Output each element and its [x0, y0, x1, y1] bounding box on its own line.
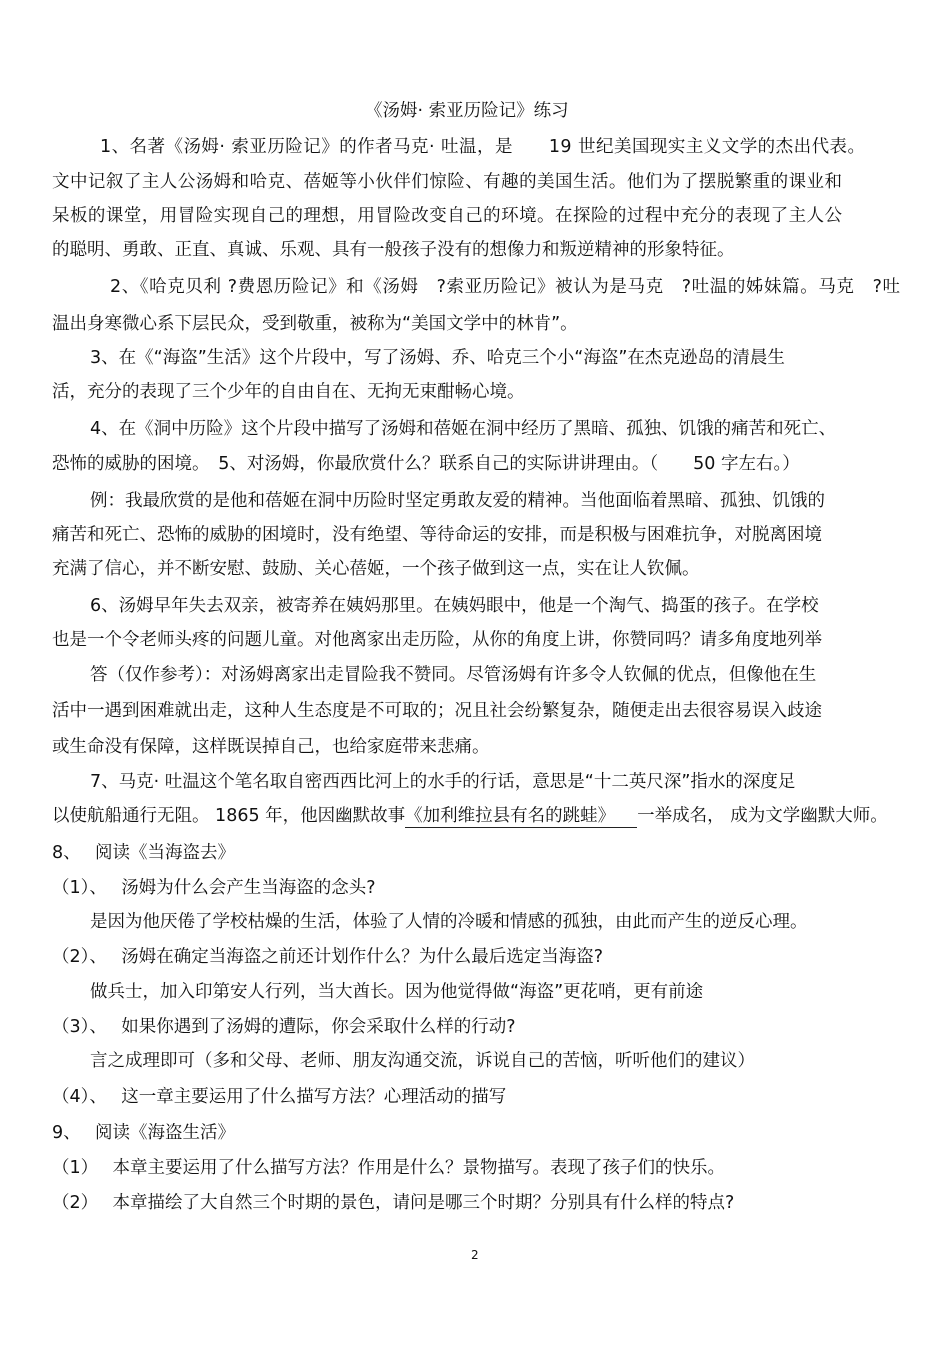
text-line: 2、《哈克贝利 ?费恩历险记》和《汤姆 ?索亚历险记》被认为是马克 ?吐温的姊妹篇。马克 ?吐 — [110, 277, 901, 297]
document-title: 《汤姆· 索亚历险记》练习 — [365, 101, 569, 121]
answer: 做兵士，加入印第安人行列，当大酋长。因为他觉得做“海盗”更花哨，更有前途 — [90, 982, 704, 1002]
text-line: 例：我最欣赏的是他和蓓姬在洞中历险时坚定勇敢友爱的精神。当他面临着黑暗、孤独、饥饿的 — [90, 491, 825, 511]
text-line — [52, 805, 888, 827]
text-line: 呆板的课堂，用冒险实现自己的理想，用冒险改变自己的环境。在探险的过程中充分的表现了主人公 — [52, 206, 843, 226]
question: （1） 本章主要运用了什么描写方法？作用是什么？景物描写。表现了孩子们的快乐。 — [52, 1158, 725, 1178]
answer: 是因为他厌倦了学校枯燥的生活，体验了人情的冷暖和情感的孤独，由此而产生的逆反心理。 — [90, 912, 808, 932]
text-line: 活，充分的表现了三个少年的自由自在、无拘无束酣畅心境。 — [52, 382, 525, 402]
text-line: 3、在《“海盗”生活》这个片段中，写了汤姆、乔、哈克三个小“海盗”在杰克逊岛的清晨生 — [90, 348, 785, 368]
question: （1）、 汤姆为什么会产生当海盗的念头? — [52, 878, 376, 898]
text-segment: 一举成名， 成为文学幽默大师。 — [637, 806, 888, 826]
text-line: 恐怖的威胁的困境。 5、对汤姆，你最欣赏什么？联系自己的实际讲讲理由。（ 50 字左右。） — [52, 454, 800, 474]
text-line: 的聪明、勇敢、正直、真诚、乐观、具有一般孩子没有的想像力和叛逆精神的形象特征。 — [52, 240, 735, 260]
text-line: 4、在《洞中历险》这个片段中描写了汤姆和蓓姬在洞中经历了黑暗、孤独、饥饿的痛苦和死亡、 — [90, 419, 837, 439]
text-line: 痛苦和死亡、恐怖的威胁的困境时，没有绝望、等待命运的安排，而是积极与困难抗争，对脱离困境 — [52, 525, 822, 545]
text-line: 文中记叙了主人公汤姆和哈克、蓓姬等小伙伴们惊险、有趣的美国生活。他们为了摆脱繁重的课业和 — [52, 172, 843, 192]
question: （2）、 汤姆在确定当海盗之前还计划作什么？为什么最后选定当海盗? — [52, 947, 603, 967]
text-line: 6、汤姆早年失去双亲，被寄养在姨妈那里。在姨妈眼中，他是一个淘气、捣蛋的孩子。在学校 — [90, 596, 819, 616]
text-line: 答（仅作参考）：对汤姆离家出走冒险我不赞同。尽管汤姆有许多令人钦佩的优点，但像他在生 — [90, 665, 817, 685]
question: （4）、 这一章主要运用了什么描写方法？心理活动的描写 — [52, 1087, 507, 1107]
question: （2） 本章描绘了大自然三个时期的景色，请问是哪三个时期？分别具有什么样的特点? — [52, 1193, 735, 1213]
text-line: 7、马克· 吐温这个笔名取自密西西比河上的水手的行话，意思是“十二英尺深”指水的深度足 — [90, 772, 796, 792]
text-line: 充满了信心，并不断安慰、鼓励、关心蓓姬，一个孩子做到这一点，实在让人钦佩。 — [52, 559, 700, 579]
question-heading: 9、 阅读《海盗生活》 — [52, 1123, 235, 1143]
text-line: 活中一遇到困难就出走，这种人生态度是不可取的；况且社会纷繁复杂，随便走出去很容易误入歧途 — [52, 701, 822, 721]
text-line: 1、名著《汤姆· 索亚历险记》的作者马克· 吐温，是 19 世纪美国现实主义文学的杰出代表。 — [100, 137, 866, 157]
underlined-title: 《加利维拉县有名的跳蛙》 — [405, 806, 637, 828]
text-line: 或生命没有保障，这样既误掉自己，也给家庭带来悲痛。 — [52, 737, 490, 757]
question-heading: 8、 阅读《当海盗去》 — [52, 843, 235, 863]
text-line: 温出身寒微心系下层民众，受到敬重，被称为“美国文学中的林肯”。 — [52, 314, 578, 334]
text-segment: 以使航船通行无阻。 1865 年，他因幽默故事 — [52, 806, 406, 826]
answer: 言之成理即可（多和父母、老师、朋友沟通交流，诉说自己的苦恼，听听他们的建议） — [90, 1051, 755, 1071]
page-number: 2 — [471, 1248, 479, 1262]
text-line: 也是一个令老师头疼的问题儿童。对他离家出走历险，从你的角度上讲，你赞同吗？请多角度地列举 — [52, 630, 822, 650]
question: （3）、 如果你遇到了汤姆的遭际，你会采取什么样的行动? — [52, 1017, 516, 1037]
